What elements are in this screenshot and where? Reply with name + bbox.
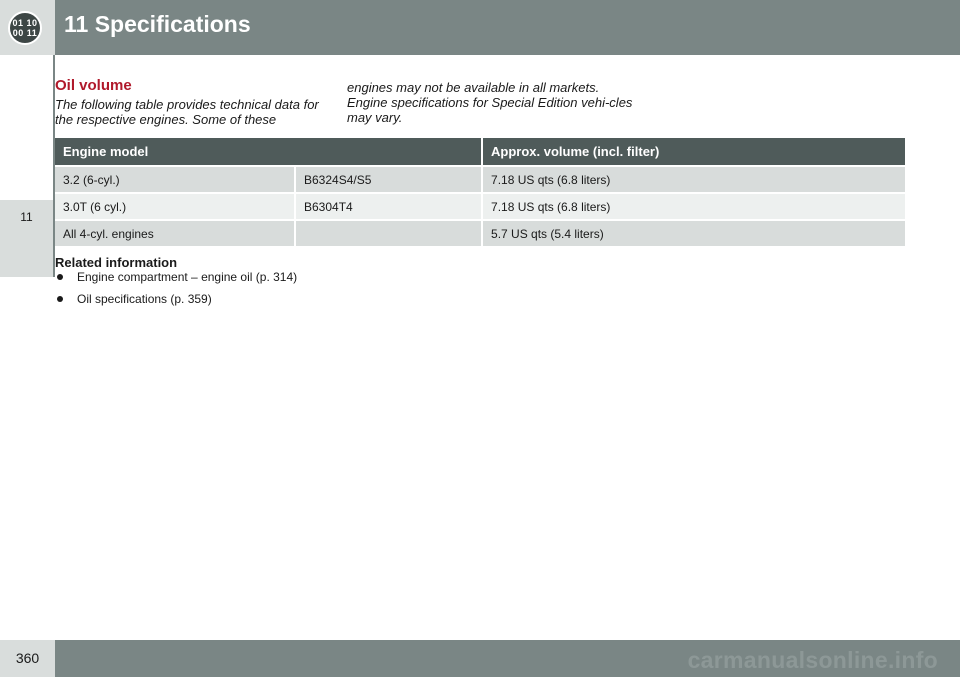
table-row <box>55 193 905 220</box>
intro-text-column-1: The following table provides technical data for the respective engines. Some of these <box>55 97 319 127</box>
related-information-list <box>55 270 297 314</box>
bullet-icon <box>57 296 63 302</box>
cell-engine: 3.0T (6 cyl.) <box>55 193 295 220</box>
section-title: Oil volume <box>55 77 132 94</box>
related-link-label: Engine compartment – engine oil (p. 314) <box>77 270 298 284</box>
cell-volume: 7.18 US qts (6.8 liters) <box>482 193 905 220</box>
cell-engine: 3.2 (6-cyl.) <box>55 166 295 193</box>
badge-line-1: 01 10 <box>12 18 38 28</box>
cell-engine-code <box>295 220 482 246</box>
header-left-block <box>0 0 55 55</box>
cell-engine-code: B6304T4 <box>295 193 482 220</box>
header-engine-model: Engine model <box>55 138 482 166</box>
related-link-oil-specifications[interactable] <box>55 292 297 314</box>
related-link-label: Oil specifications (p. 359) <box>77 292 212 306</box>
bullet-icon <box>57 274 63 280</box>
related-link-engine-oil[interactable] <box>55 270 297 292</box>
cell-engine-code: B6324S4/S5 <box>295 166 482 193</box>
table-row <box>55 166 905 193</box>
oil-volume-table <box>55 138 905 246</box>
watermark-text: carmanualsonline.info <box>687 647 938 673</box>
page-number: 360 <box>15 650 40 666</box>
cell-engine: All 4-cyl. engines <box>55 220 295 246</box>
cell-volume: 5.7 US qts (5.4 liters) <box>482 220 905 246</box>
table-header-row <box>55 138 905 166</box>
intro-text-column-2: engines may not be available in all markets. Engine specifications for Special Edition vehi-cles may vary. <box>347 80 633 125</box>
side-tab-chapter-number: 11 <box>20 210 33 224</box>
page-title: 11 Specifications <box>64 11 251 37</box>
cell-volume: 7.18 US qts (6.8 liters) <box>482 166 905 193</box>
header-approx-volume: Approx. volume (incl. filter) <box>482 138 905 166</box>
table-row <box>55 220 905 246</box>
badge-line-2: 00 11 <box>12 28 38 38</box>
related-information-title: Related information <box>55 255 178 270</box>
binary-chapter-badge-icon <box>8 11 42 45</box>
